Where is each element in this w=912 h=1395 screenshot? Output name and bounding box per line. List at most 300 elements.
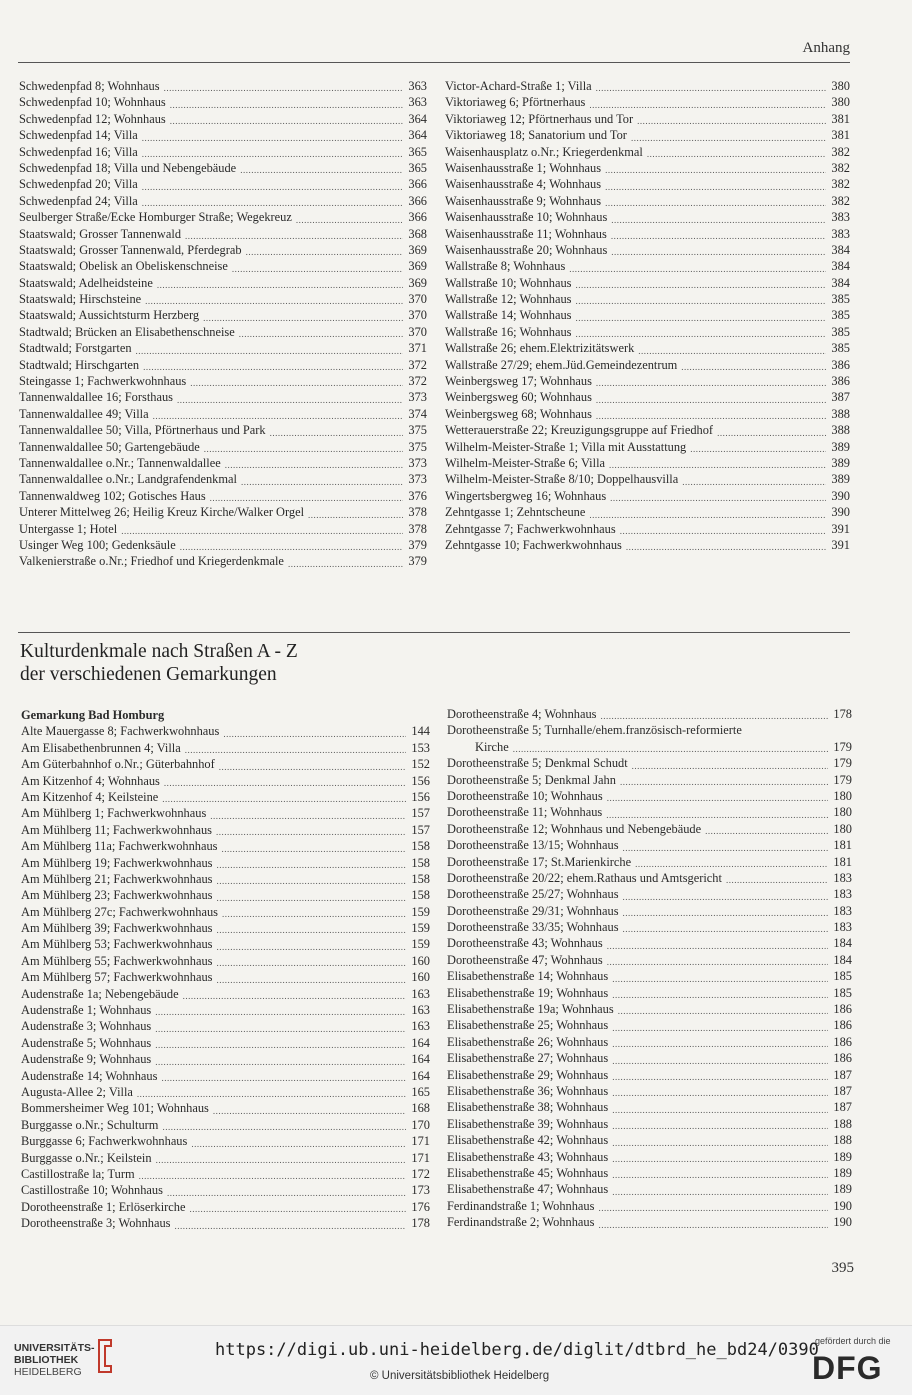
- index-entry: [19, 275, 427, 291]
- index-entry: [19, 389, 427, 405]
- entry-page: 366: [408, 193, 427, 208]
- entry-page: 385: [831, 308, 850, 323]
- dot-leader: [216, 875, 406, 887]
- dot-leader: [596, 82, 826, 94]
- entry-title: Dorotheenstraße 10; Wohnhaus: [447, 788, 603, 803]
- index-column-top-left: [19, 78, 427, 570]
- entry-page: 384: [831, 259, 850, 274]
- entry-page: 378: [408, 505, 427, 520]
- entry-page: 368: [408, 226, 427, 241]
- index-entry: [21, 838, 430, 854]
- entry-title: Elisabethenstraße 19a; Wohnhaus: [447, 1002, 614, 1017]
- index-entry: [447, 1034, 852, 1050]
- entry-title: Zehntgasse 10; Fachwerkwohnhaus: [445, 537, 622, 552]
- entry-title: Waisenhausplatz o.Nr.; Kriegerdenkmal: [445, 144, 643, 159]
- entry-page: 158: [411, 839, 430, 854]
- entry-title: Schwedenpfad 18; Villa und Nebengebäude: [19, 160, 237, 175]
- entry-page: 152: [411, 757, 430, 772]
- entry-title: Am Mühlberg 23; Fachwerkwohnhaus: [21, 888, 213, 903]
- entry-title: Schwedenpfad 20; Villa: [19, 177, 138, 192]
- dot-leader: [681, 361, 826, 373]
- index-entry: [21, 805, 430, 821]
- dot-leader: [620, 525, 826, 537]
- entry-title: Wetterauerstraße 22; Kreuzigungsgruppe auf Friedhof: [445, 423, 714, 438]
- index-entry: [447, 1017, 852, 1033]
- dot-leader: [222, 843, 407, 855]
- entry-page: 189: [833, 1165, 852, 1180]
- entry-page: 385: [831, 292, 850, 307]
- entry-page: 374: [408, 406, 427, 421]
- dot-leader: [225, 459, 403, 471]
- entry-title: Augusta-Allee 2; Villa: [21, 1084, 133, 1099]
- entry-page: 381: [831, 128, 850, 143]
- entry-page: 156: [411, 773, 430, 788]
- entry-page: 190: [833, 1215, 852, 1230]
- index-entry: [21, 1150, 430, 1166]
- dot-leader: [705, 825, 828, 837]
- dot-leader: [139, 1170, 406, 1182]
- index-entry: [19, 324, 427, 340]
- entry-page: 366: [408, 210, 427, 225]
- entry-title: Am Mühlberg 57; Fachwerkwohnhaus: [21, 970, 213, 985]
- dot-leader: [596, 394, 826, 406]
- entry-title: Am Mühlberg 55; Fachwerkwohnhaus: [21, 953, 213, 968]
- index-entry: [21, 756, 430, 772]
- entry-page: 373: [408, 390, 427, 405]
- entry-page: 158: [411, 855, 430, 870]
- dot-leader: [216, 957, 406, 969]
- index-entry: [19, 209, 427, 225]
- index-entry: [447, 1132, 852, 1148]
- index-entry: [447, 919, 852, 935]
- entry-title: Dorotheenstraße 1; Erlöserkirche: [21, 1199, 186, 1214]
- entry-title: Viktoriaweg 12; Pförtnerhaus und Tor: [445, 111, 634, 126]
- entry-title: Audenstraße 3; Wohnhaus: [21, 1019, 152, 1034]
- index-entry: [445, 439, 850, 455]
- entry-page: 164: [411, 1068, 430, 1083]
- index-entry: [447, 1181, 852, 1197]
- entry-title: Am Mühlberg 19; Fachwerkwohnhaus: [21, 855, 213, 870]
- index-entry: [445, 504, 850, 520]
- index-entry: [447, 772, 852, 788]
- index-entry: [21, 740, 430, 756]
- index-entry: [447, 935, 852, 951]
- entry-page: 164: [411, 1052, 430, 1067]
- dot-leader: [623, 891, 828, 903]
- dot-leader: [569, 263, 826, 275]
- entry-title: Dorotheenstraße 25/27; Wohnhaus: [447, 887, 619, 902]
- entry-page: 179: [833, 739, 852, 754]
- dot-leader: [612, 1071, 828, 1083]
- entry-title: Stadtwald; Forstgarten: [19, 341, 132, 356]
- dot-leader: [216, 974, 406, 986]
- index-entry: [447, 722, 852, 738]
- dot-leader: [605, 181, 826, 193]
- entry-title: Elisabethenstraße 25; Wohnhaus: [447, 1018, 609, 1033]
- index-entry: [21, 1182, 430, 1198]
- index-entry: [19, 307, 427, 323]
- entry-page: 183: [833, 870, 852, 885]
- index-entry: [445, 193, 850, 209]
- entry-title: Weinbergsweg 17; Wohnhaus: [445, 374, 592, 389]
- entry-title: Elisabethenstraße 26; Wohnhaus: [447, 1034, 609, 1049]
- dot-leader: [612, 1104, 828, 1116]
- entry-title: Wallstraße 16; Wohnhaus: [445, 324, 572, 339]
- logo-line-2: BIBLIOTHEK: [14, 1354, 79, 1366]
- entry-title: Seulberger Straße/Ecke Homburger Straße; Wegekreuz: [19, 210, 292, 225]
- entry-page: 159: [411, 937, 430, 952]
- entry-title: Staatswald; Obelisk an Obeliskenschneise: [19, 259, 228, 274]
- dot-leader: [726, 874, 828, 886]
- index-entry: [19, 160, 427, 176]
- index-entry: [19, 144, 427, 160]
- dot-leader: [219, 761, 406, 773]
- dot-leader: [161, 1072, 406, 1084]
- entry-title: Dorotheenstraße 3; Wohnhaus: [21, 1216, 171, 1231]
- entry-page: 381: [831, 111, 850, 126]
- entry-title: Am Güterbahnhof o.Nr.; Güterbahnhof: [21, 757, 215, 772]
- entry-title: Weinbergsweg 68; Wohnhaus: [445, 406, 592, 421]
- entry-page: 369: [408, 259, 427, 274]
- entry-page: 184: [833, 936, 852, 951]
- index-entry: [445, 209, 850, 225]
- index-entry: [447, 821, 852, 837]
- dot-leader: [246, 246, 403, 258]
- entry-page: 391: [831, 521, 850, 536]
- dot-leader: [155, 1056, 406, 1068]
- dfg-logo[interactable]: DFG: [812, 1350, 883, 1386]
- dot-leader: [239, 328, 403, 340]
- permalink-url[interactable]: https://digi.ub.uni-heidelberg.de/diglit/dtbrd_he_bd24/0390: [215, 1340, 819, 1360]
- entry-page: 369: [408, 242, 427, 257]
- page-number: 395: [831, 1260, 854, 1276]
- index-entry: [447, 1165, 852, 1181]
- entry-title: Ferdinandstraße 2; Wohnhaus: [447, 1215, 595, 1230]
- index-entry: [19, 422, 427, 438]
- index-entry: [445, 307, 850, 323]
- entry-page: 183: [833, 903, 852, 918]
- entry-title: Alte Mauergasse 8; Fachwerkwohnhaus: [21, 724, 220, 739]
- entry-title: Victor-Achard-Straße 1; Villa: [445, 78, 592, 93]
- index-entry: [21, 920, 430, 936]
- entry-page: 184: [833, 952, 852, 967]
- entry-page: 168: [411, 1101, 430, 1116]
- dot-leader: [189, 1203, 406, 1215]
- entry-page: 144: [411, 724, 430, 739]
- dot-leader: [270, 427, 403, 439]
- index-entry: [19, 521, 427, 537]
- entry-page: 371: [408, 341, 427, 356]
- entry-page: 365: [408, 144, 427, 159]
- dot-leader: [598, 1219, 828, 1231]
- entry-title: Tannenwaldallee 49; Villa: [19, 406, 149, 421]
- entry-page: 370: [408, 308, 427, 323]
- entry-page: 379: [408, 537, 427, 552]
- dot-leader: [605, 197, 826, 209]
- index-entry: [445, 340, 850, 356]
- index-entry: [19, 537, 427, 553]
- entry-page: 163: [411, 986, 430, 1001]
- index-entry: [19, 406, 427, 422]
- entry-title: Viktoriaweg 6; Pförtnerhaus: [445, 95, 586, 110]
- entry-title: Castillostraße 10; Wohnhaus: [21, 1183, 163, 1198]
- index-entry: [21, 1199, 430, 1215]
- index-entry: [19, 373, 427, 389]
- entry-page: 385: [831, 324, 850, 339]
- entry-page: 385: [831, 341, 850, 356]
- dot-leader: [575, 328, 826, 340]
- library-logo[interactable]: [14, 1342, 95, 1378]
- entry-page: 386: [831, 374, 850, 389]
- index-entry: [445, 422, 850, 438]
- entry-page: 375: [408, 439, 427, 454]
- dot-leader: [618, 1005, 828, 1017]
- dot-leader: [177, 394, 403, 406]
- entry-page: 173: [411, 1183, 430, 1198]
- entry-title: Dorotheenstraße 47; Wohnhaus: [447, 952, 603, 967]
- entry-page: 171: [411, 1150, 430, 1165]
- dot-leader: [155, 1023, 406, 1035]
- entry-page: 366: [408, 177, 427, 192]
- entry-page: 179: [833, 772, 852, 787]
- entry-title: Unterer Mittelweg 26; Heilig Kreuz Kirche/Walker Orgel: [19, 505, 305, 520]
- entry-page: 390: [831, 488, 850, 503]
- dot-leader: [142, 197, 403, 209]
- dot-leader: [213, 1105, 406, 1117]
- entry-title: Kirche: [475, 739, 509, 754]
- dot-leader: [204, 443, 403, 455]
- entry-title: Am Kitzenhof 4; Keilsteine: [21, 789, 159, 804]
- entry-title: Audenstraße 5; Wohnhaus: [21, 1035, 152, 1050]
- entry-page: 386: [831, 357, 850, 372]
- dot-leader: [612, 1120, 828, 1132]
- dot-leader: [185, 744, 406, 756]
- dot-leader: [611, 230, 826, 242]
- entry-page: 178: [411, 1216, 430, 1231]
- entry-title: Waisenhausstraße 9; Wohnhaus: [445, 193, 602, 208]
- entry-page: 380: [831, 95, 850, 110]
- entry-title: Ferdinandstraße 1; Wohnhaus: [447, 1198, 595, 1213]
- entry-title: Schwedenpfad 16; Villa: [19, 144, 138, 159]
- entry-page: 382: [831, 144, 850, 159]
- index-entry: [21, 1215, 430, 1231]
- index-entry: [19, 193, 427, 209]
- index-entry: [447, 739, 852, 755]
- index-entry: [19, 242, 427, 258]
- dot-leader: [155, 1039, 406, 1051]
- entry-title: Elisabethenstraße 39; Wohnhaus: [447, 1116, 609, 1131]
- dot-leader: [222, 908, 406, 920]
- entry-page: 372: [408, 357, 427, 372]
- index-entry: [21, 953, 430, 969]
- entry-page: 383: [831, 226, 850, 241]
- entry-title: Audenstraße 9; Wohnhaus: [21, 1052, 152, 1067]
- entry-title: Burggasse 6; Fachwerkwohnhaus: [21, 1134, 188, 1149]
- entry-title: Am Kitzenhof 4; Wohnhaus: [21, 773, 160, 788]
- entry-title: Wallstraße 10; Wohnhaus: [445, 275, 572, 290]
- entry-page: 185: [833, 969, 852, 984]
- entry-page: 364: [408, 111, 427, 126]
- entry-title: Wallstraße 8; Wohnhaus: [445, 259, 566, 274]
- index-entry: [19, 471, 427, 487]
- dot-leader: [612, 1137, 828, 1149]
- entry-page: 186: [833, 1018, 852, 1033]
- library-emblem-icon: [96, 1338, 114, 1374]
- dot-leader: [626, 541, 826, 553]
- dot-leader: [308, 509, 403, 521]
- dot-leader: [623, 923, 828, 935]
- entry-title: Wilhelm-Meister-Straße 6; Villa: [445, 455, 606, 470]
- dot-leader: [185, 230, 403, 242]
- index-entry: [447, 804, 852, 820]
- index-entry: [19, 291, 427, 307]
- index-entry: [21, 822, 430, 838]
- entry-page: 187: [833, 1067, 852, 1082]
- dot-leader: [157, 279, 403, 291]
- entry-title: Schwedenpfad 12; Wohnhaus: [19, 111, 166, 126]
- index-entry: [21, 1133, 430, 1149]
- entry-title: Zehntgasse 7; Fachwerkwohnhaus: [445, 521, 616, 536]
- dot-leader: [296, 214, 403, 226]
- dot-leader: [620, 776, 828, 788]
- dot-leader: [143, 361, 403, 373]
- entry-title: Elisabethenstraße 43; Wohnhaus: [447, 1149, 609, 1164]
- index-entry: [21, 1117, 430, 1133]
- entry-page: 365: [408, 160, 427, 175]
- entry-page: 159: [411, 921, 430, 936]
- dot-leader: [598, 1202, 828, 1214]
- entry-page: 181: [833, 854, 852, 869]
- dot-leader: [607, 956, 828, 968]
- index-entry: [447, 706, 852, 722]
- index-entry: [19, 176, 427, 192]
- index-entry: [21, 773, 430, 789]
- entry-title: Valkenierstraße o.Nr.; Friedhof und Kriegerdenkmale: [19, 554, 284, 569]
- dot-leader: [589, 509, 826, 521]
- entry-title: Zehntgasse 1; Zehntscheune: [445, 505, 586, 520]
- dot-leader: [216, 941, 406, 953]
- dot-leader: [610, 492, 826, 504]
- dot-leader: [191, 1138, 406, 1150]
- entry-title: Dorotheenstraße 12; Wohnhaus und Nebengebäude: [447, 821, 702, 836]
- entry-title: Tannenwaldallee o.Nr.; Landgrafendenkmal: [19, 472, 237, 487]
- dot-leader: [605, 164, 826, 176]
- dot-leader: [647, 148, 826, 160]
- entry-title: Elisabethenstraße 27; Wohnhaus: [447, 1051, 609, 1066]
- dot-leader: [607, 792, 828, 804]
- entry-page: 373: [408, 472, 427, 487]
- index-entry: [19, 111, 427, 127]
- entry-page: 391: [831, 537, 850, 552]
- entry-page: 380: [831, 78, 850, 93]
- index-entry: [21, 1100, 430, 1116]
- dot-leader: [596, 377, 826, 389]
- entry-title: Dorotheenstraße 5; Denkmal Jahn: [447, 772, 616, 787]
- index-entry: [21, 1068, 430, 1084]
- dot-leader: [162, 793, 406, 805]
- index-entry: [21, 936, 430, 952]
- dot-leader: [142, 148, 403, 160]
- entry-title: Waisenhausstraße 10; Wohnhaus: [445, 210, 608, 225]
- dot-leader: [156, 1154, 406, 1166]
- index-entry: [447, 886, 852, 902]
- entry-page: 384: [831, 242, 850, 257]
- entry-title: Elisabethenstraße 19; Wohnhaus: [447, 985, 609, 1000]
- entry-title: Am Mühlberg 21; Fachwerkwohnhaus: [21, 871, 213, 886]
- entry-page: 189: [833, 1182, 852, 1197]
- index-entry: [19, 78, 427, 94]
- dot-leader: [513, 743, 828, 755]
- entry-title: Wallstraße 27/29; ehem.Jüd.Gemeindezentrum: [445, 357, 678, 372]
- entry-title: Burggasse o.Nr.; Schulturm: [21, 1117, 159, 1132]
- entry-page: 364: [408, 128, 427, 143]
- index-entry: [447, 1214, 852, 1230]
- entry-title: Dorotheenstraße 5; Denkmal Schudt: [447, 756, 628, 771]
- entry-title: Viktoriaweg 18; Sanatorium und Tor: [445, 128, 627, 143]
- entry-page: 369: [408, 275, 427, 290]
- entry-title: Elisabethenstraße 36; Wohnhaus: [447, 1083, 609, 1098]
- section-title-line1: Kulturdenkmale nach Straßen A - Z: [20, 641, 298, 662]
- entry-title: Steingasse 1; Fachwerkwohnhaus: [19, 374, 187, 389]
- dot-leader: [612, 1038, 828, 1050]
- dot-leader: [717, 427, 826, 439]
- dot-leader: [612, 1186, 828, 1198]
- dot-leader: [190, 377, 403, 389]
- entry-title: Stadtwald; Brücken an Elisabethenschneise: [19, 324, 235, 339]
- entry-title: Wingertsbergweg 16; Wohnhaus: [445, 488, 607, 503]
- entry-title: Dorotheenstraße 33/35; Wohnhaus: [447, 920, 619, 935]
- index-entry: [21, 1002, 430, 1018]
- dot-leader: [632, 760, 828, 772]
- entry-page: 388: [831, 406, 850, 421]
- entry-page: 183: [833, 920, 852, 935]
- group-heading: Gemarkung Bad Homburg: [21, 708, 165, 722]
- entry-page: 183: [833, 887, 852, 902]
- entry-page: 179: [833, 756, 852, 771]
- entry-page: 160: [411, 953, 430, 968]
- entry-title: Am Mühlberg 39; Fachwerkwohnhaus: [21, 921, 213, 936]
- entry-title: Schwedenpfad 10; Wohnhaus: [19, 95, 166, 110]
- entry-title: Schwedenpfad 8; Wohnhaus: [19, 78, 160, 93]
- dot-leader: [164, 82, 403, 94]
- entry-title: Wilhelm-Meister-Straße 8/10; Doppelhausvilla: [445, 472, 679, 487]
- index-entry: [21, 1166, 430, 1182]
- index-entry: [445, 521, 850, 537]
- dot-leader: [575, 295, 826, 307]
- entry-page: 164: [411, 1035, 430, 1050]
- index-entry: [19, 357, 427, 373]
- entry-title: Staatswald; Grosser Tannenwald: [19, 226, 182, 241]
- index-entry: [445, 357, 850, 373]
- dot-leader: [611, 246, 826, 258]
- entry-title: Schwedenpfad 24; Villa: [19, 193, 138, 208]
- index-entry: [21, 887, 430, 903]
- index-entry: [445, 471, 850, 487]
- index-entry: [19, 127, 427, 143]
- index-entry: [19, 455, 427, 471]
- entry-title: Dorotheenstraße 29/31; Wohnhaus: [447, 903, 619, 918]
- entry-page: 389: [831, 455, 850, 470]
- index-entry: [447, 1116, 852, 1132]
- entry-title: Staatswald; Hirschsteine: [19, 292, 142, 307]
- index-entry: [19, 94, 427, 110]
- index-entry: [447, 1050, 852, 1066]
- header-rule: [18, 62, 850, 63]
- index-entry: [447, 903, 852, 919]
- entry-page: 185: [833, 985, 852, 1000]
- index-entry: [445, 406, 850, 422]
- entry-page: 382: [831, 160, 850, 175]
